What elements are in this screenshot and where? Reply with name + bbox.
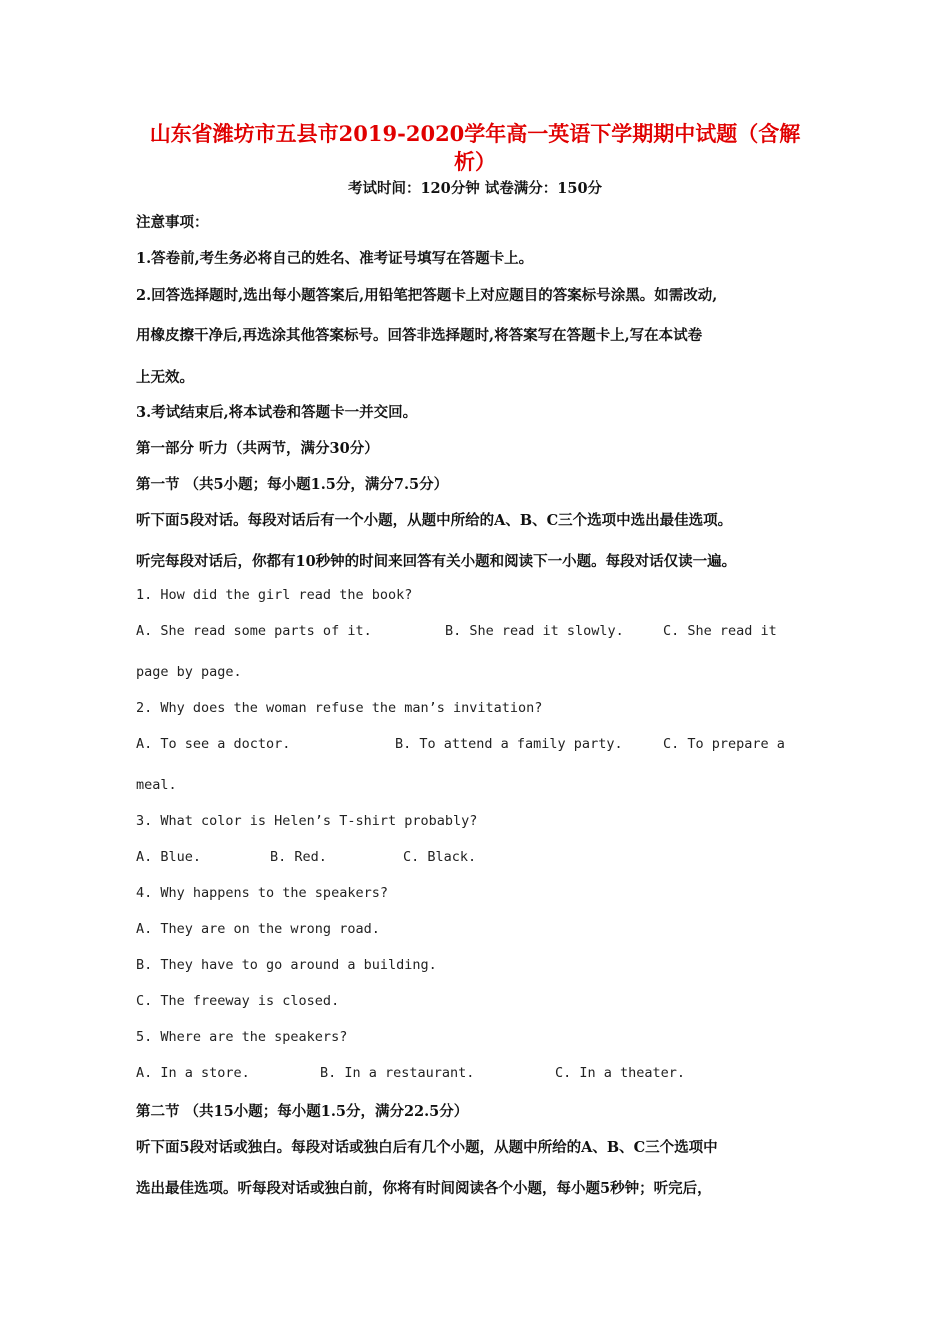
question-2-stem: 2. Why does the woman refuse the man’s invitation? (136, 700, 543, 716)
notice-item-3: 3.考试结束后,将本试卷和答题卡一并交回。 (136, 404, 418, 421)
question-2-option-a: A. To see a doctor. (136, 736, 291, 752)
question-5-option-c: C. In a theater. (555, 1065, 686, 1081)
part1-heading: 第一部分 听力（共两节，满分30分） (136, 440, 379, 457)
question-3-option-b: B. Red. (270, 849, 327, 865)
question-2-option-b: B. To attend a family party. (395, 736, 623, 752)
section1-instruction-line-2: 听完每段对话后，你都有10秒钟的时间来回答有关小题和阅读下一小题。每段对话仅读一遍。 (136, 553, 737, 570)
notice-item-2-line-1: 2.回答选择题时,选出每小题答案后,用铅笔把答题卡上对应题目的答案标号涂黑。如需改动, (136, 287, 718, 304)
question-4-stem: 4. Why happens to the speakers? (136, 885, 388, 901)
question-4-option-c: C. The freeway is closed. (136, 993, 340, 1009)
document-title (130, 120, 820, 176)
question-1-option-c: C. She read it (663, 623, 777, 639)
question-5-option-a: A. In a store. (136, 1065, 250, 1081)
section2-instruction-line-2: 选出最佳选项。听每段对话或独白前，你将有时间阅读各个小题，每小题5秒钟；听完后， (136, 1180, 712, 1197)
question-5-option-b: B. In a restaurant. (320, 1065, 475, 1081)
section1-instruction-line-1: 听下面5段对话。每段对话后有一个小题，从题中所给的A、B、C三个选项中选出最佳选项。 (136, 512, 733, 529)
section1-heading: 第一节 （共5小题；每小题1.5分，满分7.5分） (136, 476, 449, 493)
question-1-stem: 1. How did the girl read the book? (136, 587, 413, 603)
section2-instruction-line-1: 听下面5段对话或独白。每段对话或独白后有几个小题，从题中所给的A、B、C三个选项中 (136, 1139, 718, 1156)
title-line-1: 山东省潍坊市五县市2019-2020学年高一英语下学期期中试题（含解 (149, 121, 801, 146)
section2-heading: 第二节 （共15小题；每小题1.5分，满分22.5分） (136, 1103, 469, 1120)
question-2-option-c: C. To prepare a (663, 736, 785, 752)
question-4-option-a: A. They are on the wrong road. (136, 921, 380, 937)
title-line-2: 析） (454, 149, 496, 174)
question-1-option-a: A. She read some parts of it. (136, 623, 372, 639)
question-5-stem: 5. Where are the speakers? (136, 1029, 348, 1045)
exam-info: 考试时间：120分钟 试卷满分：150分 (347, 180, 603, 197)
notice-item-2-line-2: 用橡皮擦干净后,再选涂其他答案标号。回答非选择题时,将答案写在答题卡上,写在本试卷 (136, 327, 703, 344)
question-3-option-c: C. Black. (403, 849, 477, 865)
notice-item-1: 1.答卷前,考生务必将自己的姓名、准考证号填写在答题卡上。 (136, 250, 534, 267)
question-1-option-c-continued: page by page. (136, 664, 242, 680)
question-1-option-b: B. She read it slowly. (445, 623, 624, 639)
notice-heading: 注意事项： (136, 214, 209, 231)
question-3-stem: 3. What color is Helen’s T-shirt probably? (136, 813, 478, 829)
notice-item-2-line-3: 上无效。 (136, 369, 194, 386)
question-2-option-c-continued: meal. (136, 777, 177, 793)
question-4-option-b: B. They have to go around a building. (136, 957, 437, 973)
question-3-option-a: A. Blue. (136, 849, 202, 865)
